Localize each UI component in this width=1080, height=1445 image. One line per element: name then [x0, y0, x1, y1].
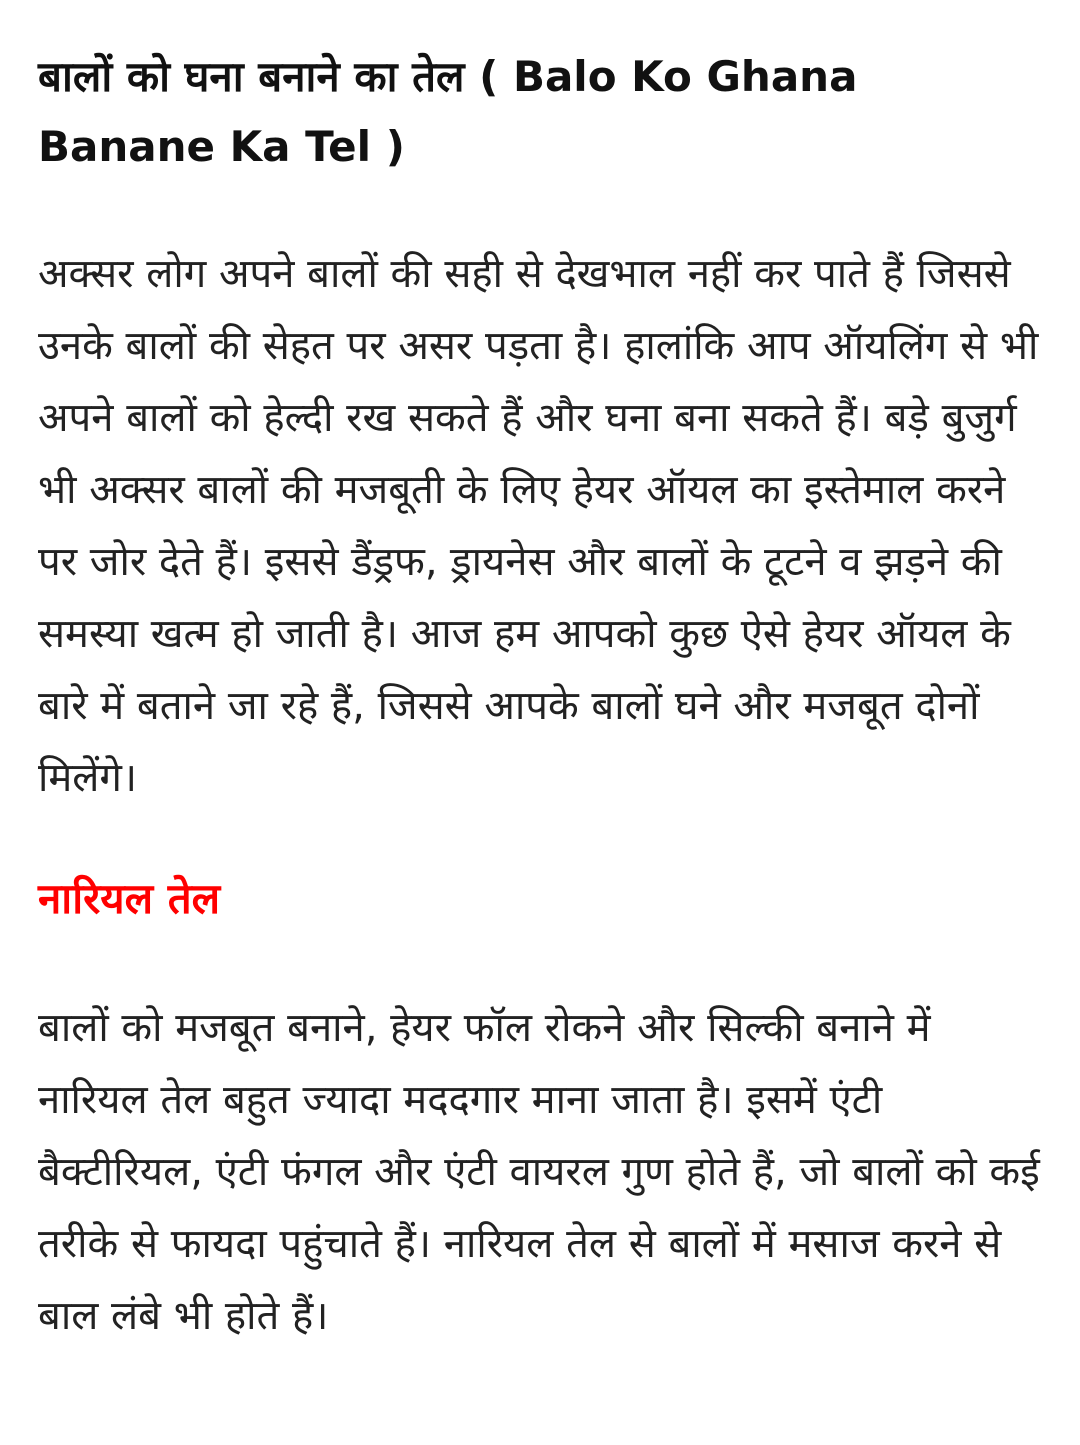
article-content	[38, 0, 1042, 1352]
article-title: बालों को घना बनाने का तेल ( Balo Ko Ghana Banane Ka Tel )	[38, 52, 858, 171]
intro-paragraph: अक्सर लोग अपने बालों की सही से देखभाल नहीं कर पाते हैं जिससे उनके बालों की सेहत पर असर पड़ता है। हालांकि आप ऑयलिंग से भी अपने बालों को हेल्दी रख सकते हैं और घना बना सकते हैं। बड़े बुजुर्ग भी अक्सर बालों की मजबूती के लिए हेयर ऑयल का इस्तेमाल करने पर जोर देते हैं। इससे डैंड्रफ, ड्रायनेस और बालों के टूटने व झड़ने की समस्या खत्म हो जाती है। आज हम आपको कुछ ऐसे हेयर ऑयल के बारे में बताने जा रहे हैं, जिससे आपके बालों घने और मजबूत दोनों मिलेंगे।	[38, 251, 1039, 801]
coconut-oil-paragraph: बालों को मजबूत बनाने, हेयर फॉल रोकने और सिल्की बनाने में नारियल तेल बहुत ज्यादा मददगार माना जाता है। इसमें एंटी बैक्टीरियल, एंटी फंगल और एंटी वायरल गुण होते हैं, जो बालों को कई तरीके से फायदा पहुंचाते हैं। नारियल तेल से बालों में मसाज करने से बाल लंबे भी होते हैं।	[38, 1005, 1040, 1339]
section-heading-coconut-oil: नारियल तेल	[38, 874, 221, 923]
